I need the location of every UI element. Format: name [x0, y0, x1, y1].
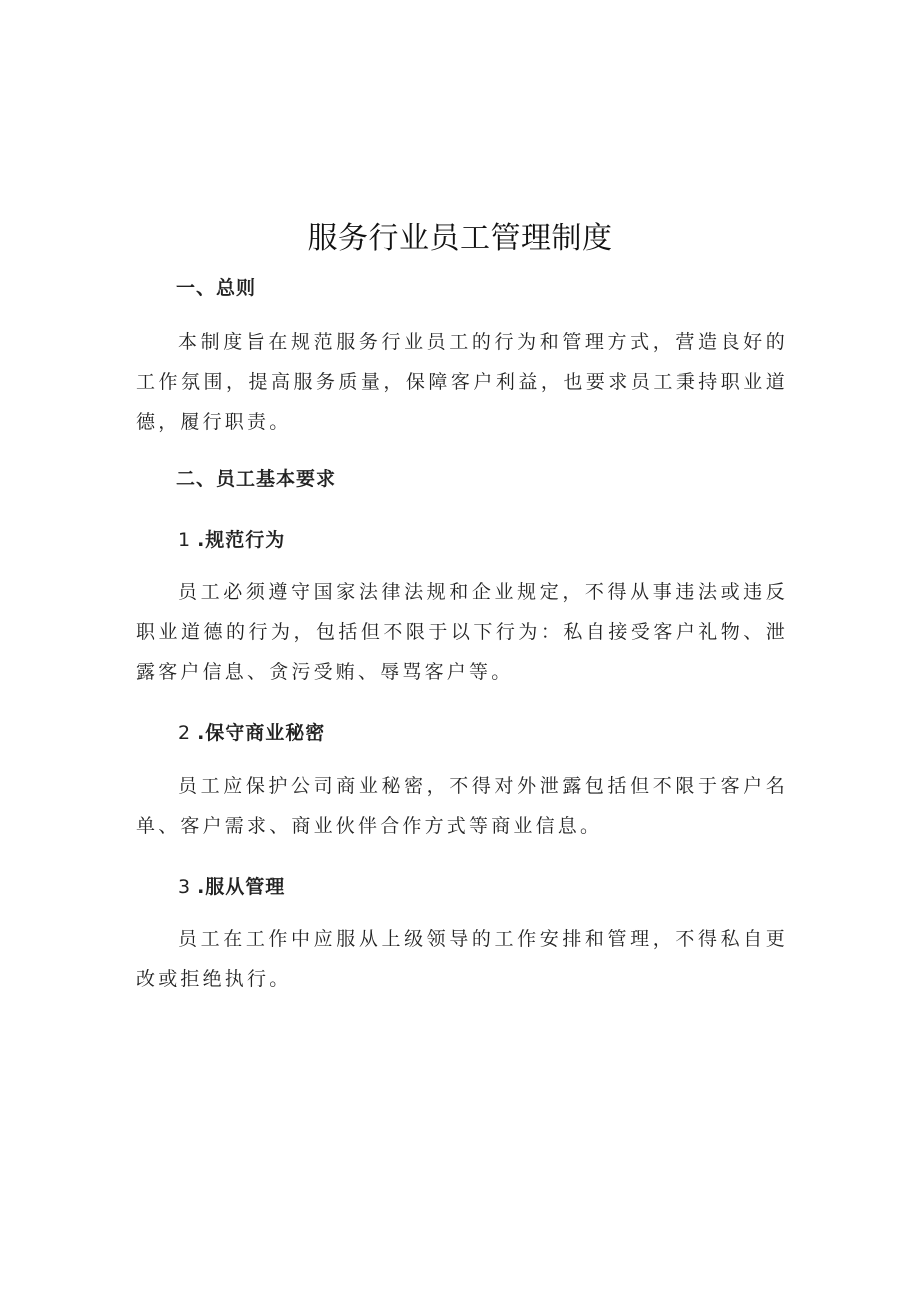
- document-title: 服务行业员工管理制度: [307, 221, 613, 256]
- item-heading-obey-management: [178, 873, 285, 901]
- item-number: 3: [178, 876, 192, 898]
- item-title: .服从管理: [197, 876, 286, 898]
- section-paragraph-general: 本制度旨在规范服务行业员工的行为和管理方式，营造良好的工作氛围，提高服务质量，保障客户利益，也要求员工秉持职业道德，履行职责。: [136, 331, 788, 433]
- item-heading-trade-secrets: [178, 719, 325, 747]
- item-title: .规范行为: [197, 529, 286, 551]
- item-paragraph-conduct: 员工必须遵守国家法律法规和企业规定，不得从事违法或违反职业道德的行为，包括但不限于以下行为：私自接受客户礼物、泄露客户信息、贪污受贿、辱骂客户等。: [136, 581, 788, 683]
- item-title: .保守商业秘密: [197, 722, 326, 744]
- item-paragraph-obey-management: 员工在工作中应服从上级领导的工作安排和管理，不得私自更改或拒绝执行。: [136, 928, 788, 990]
- section-heading-basic-requirements: 二、员工基本要求: [176, 468, 337, 490]
- item-heading-conduct: [178, 526, 285, 554]
- item-paragraph-trade-secrets: 员工应保护公司商业秘密，不得对外泄露包括但不限于客户名单、客户需求、商业伙伴合作方式等商业信息。: [136, 775, 788, 837]
- item-number: 2: [178, 722, 192, 744]
- section-heading-general: 一、总则: [176, 277, 257, 299]
- item-number: 1: [178, 529, 192, 551]
